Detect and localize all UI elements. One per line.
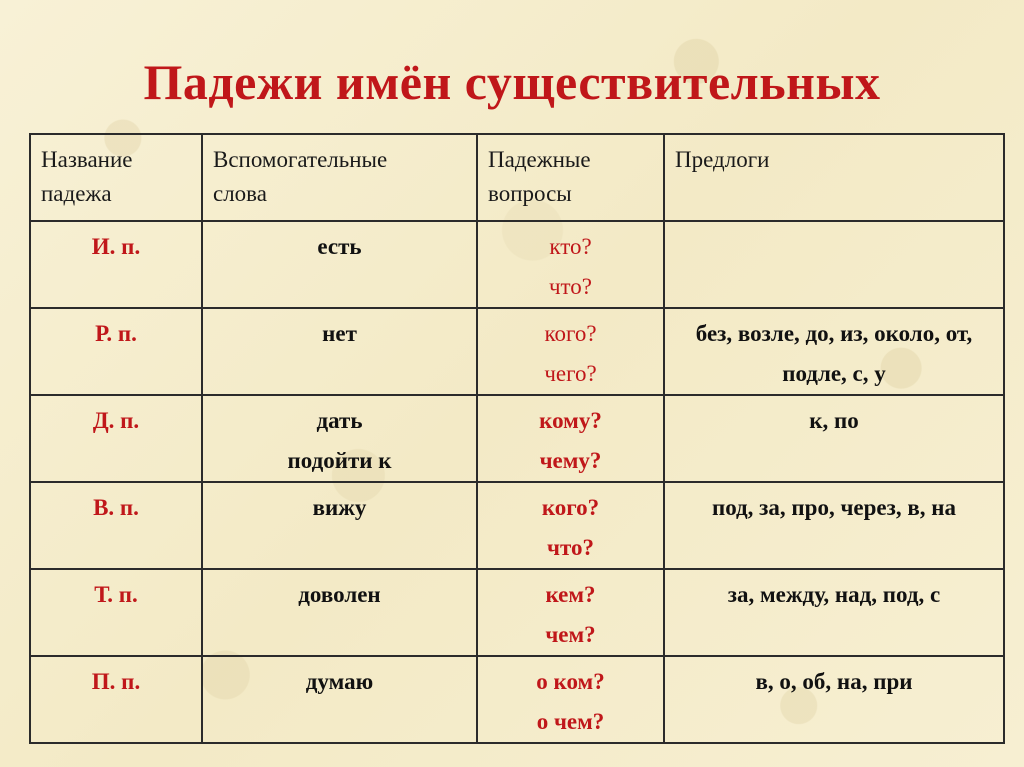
case-questions-cell: [477, 221, 664, 308]
aux-word: вижу: [312, 495, 367, 520]
aux-word: нет: [322, 321, 357, 346]
prepositions-cell: в, о, об, на, при: [664, 656, 1004, 743]
header-prepositions: [664, 134, 1004, 221]
case-name-cell: П. п.: [30, 656, 202, 743]
aux-words-cell: [202, 395, 477, 482]
case-questions-cell: [477, 482, 664, 569]
header-text: Падежные: [488, 147, 591, 172]
prepositions-cell: [664, 221, 1004, 308]
case-questions-cell: [477, 656, 664, 743]
case-questions-cell: [477, 308, 664, 395]
header-text: слова: [213, 181, 267, 206]
header-text: падежа: [41, 181, 112, 206]
aux-word: подойти к: [287, 448, 392, 473]
case-question: чего?: [544, 361, 597, 386]
prepositions-cell: к, по: [664, 395, 1004, 482]
aux-words-cell: [202, 656, 477, 743]
header-case-questions: [477, 134, 664, 221]
aux-words-cell: [202, 221, 477, 308]
aux-words-cell: [202, 482, 477, 569]
table-row: [30, 221, 1004, 308]
aux-word: доволен: [298, 582, 381, 607]
header-text: Предлоги: [675, 147, 770, 172]
case-question: кем?: [545, 582, 596, 607]
aux-word: думаю: [305, 669, 374, 694]
aux-word: есть: [317, 234, 362, 259]
page-title: Падежи имён существительных: [143, 54, 881, 110]
header-text: вопросы: [488, 181, 572, 206]
case-question: кто?: [549, 234, 592, 259]
aux-words-cell: [202, 308, 477, 395]
aux-words-cell: [202, 569, 477, 656]
case-questions-cell: [477, 395, 664, 482]
header-aux-words: [202, 134, 477, 221]
case-question: чем?: [545, 622, 596, 647]
table-row: [30, 482, 1004, 569]
prepositions-cell: без, возле, до, из, около, от, подле, с, у: [664, 308, 1004, 395]
case-question: кого?: [544, 321, 597, 346]
case-question: кого?: [541, 495, 600, 520]
case-question: что?: [547, 535, 594, 560]
header-text: Название: [41, 147, 133, 172]
case-name-cell: В. п.: [30, 482, 202, 569]
table-row: [30, 395, 1004, 482]
case-question: кому?: [539, 408, 602, 433]
table-header-row: [30, 134, 1004, 221]
case-questions-cell: [477, 569, 664, 656]
header-case-name: [30, 134, 202, 221]
case-question: о ком?: [536, 669, 605, 694]
prepositions-cell: под, за, про, через, в, на: [664, 482, 1004, 569]
case-name-cell: Т. п.: [30, 569, 202, 656]
table-row: [30, 308, 1004, 395]
header-text: Вспомогательные: [213, 147, 388, 172]
case-name-cell: Р. п.: [30, 308, 202, 395]
table-row: [30, 569, 1004, 656]
case-question: о чем?: [536, 709, 605, 734]
aux-word: дать: [316, 408, 363, 433]
cases-table: [29, 133, 1005, 744]
case-name-cell: Д. п.: [30, 395, 202, 482]
table-row: [30, 656, 1004, 743]
case-question: чему?: [539, 448, 602, 473]
case-name-cell: И. п.: [30, 221, 202, 308]
prepositions-cell: за, между, над, под, с: [664, 569, 1004, 656]
case-question: что?: [548, 274, 593, 299]
